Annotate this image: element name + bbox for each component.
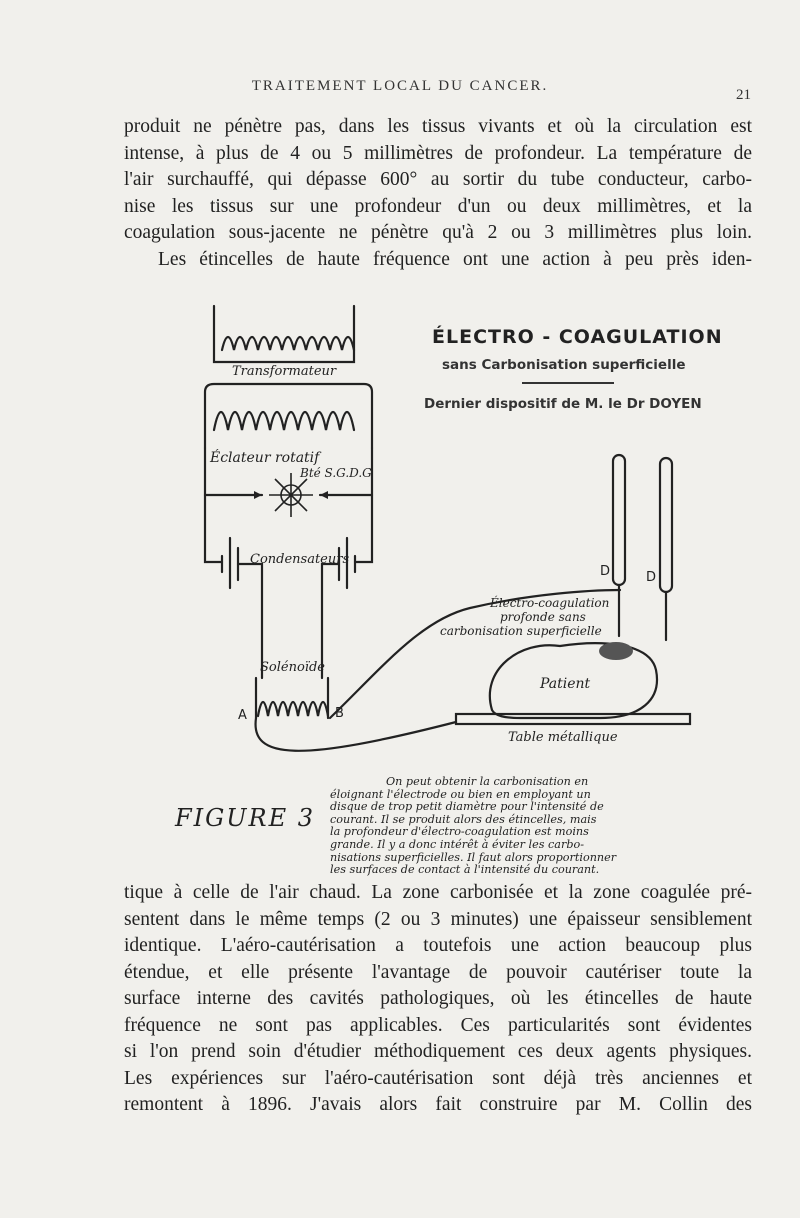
point-d-2: D	[646, 570, 657, 585]
electrode-d-right	[660, 458, 672, 592]
label-eclateur: Éclateur rotatif	[210, 450, 320, 466]
page-number: 21	[736, 87, 751, 103]
note-line: grande. Il y a donc intérêt à éviter les carbo-	[330, 837, 585, 851]
solenoid-winding	[258, 702, 328, 716]
point-b: B	[335, 706, 344, 721]
label-table: Table métallique	[508, 730, 618, 745]
figure-number: FIGURE 3	[175, 804, 316, 832]
point-d-1: D	[600, 564, 611, 579]
text-line: étendue, et elle présente l'avantage de pouvoir cautériser toute la	[124, 961, 752, 983]
text-line: coagulation sous-jacente ne pénètre qu'à 2 ou 3 millimètres plus loin.	[124, 222, 752, 243]
note-line: les surfaces de contact à l'intensité du courant.	[330, 863, 600, 877]
note-line: nisations superficielles. Il faut alors proportionner	[330, 850, 617, 864]
text-line: si l'on prend soin d'étudier méthodiquement ces deux agents physiques.	[124, 1041, 752, 1062]
secondary-winding	[214, 412, 354, 430]
paragraph-top	[124, 114, 752, 273]
label-brevet: Bté S.G.D.G	[300, 466, 372, 480]
label-patient: Patient	[540, 676, 591, 692]
note-line: éloignant l'électrode ou bien en employant un	[330, 787, 591, 801]
electrode-d-left	[613, 455, 625, 585]
electrode-disc	[599, 642, 633, 660]
label-electrode-2: profonde sans	[500, 610, 586, 624]
paragraph-bottom	[124, 880, 752, 1119]
text-line: Les expériences sur l'aéro-cautérisation sont déjà très anciennes et	[124, 1067, 752, 1089]
figure-handwritten-note	[330, 776, 786, 877]
note-line: la profondeur d'électro-coagulation est moins	[330, 825, 589, 839]
label-condensateurs: Condensateurs	[250, 552, 350, 567]
primary-winding	[222, 337, 354, 350]
text-line: tique à celle de l'air chaud. La zone carbonisée et la zone coagulée pré-	[124, 882, 752, 903]
transformer-primary	[214, 306, 354, 362]
text-line: intense, à plus de 4 ou 5 millimètres de profondeur. La température de	[124, 142, 752, 164]
text-line: sentent dans le même temps (2 ou 3 minutes) une épaisseur sensiblement	[124, 908, 752, 930]
text-line: identique. L'aéro-cautérisation a toutefois une action beaucoup plus	[124, 935, 752, 956]
label-electrode-1: Électro-coagulation	[490, 596, 610, 610]
figure-subtitle: sans Carbonisation superficielle	[442, 357, 686, 373]
text-line: Les étincelles de haute fréquence ont une action à peu près iden-	[158, 248, 752, 270]
text-line: surface interne des cavités pathologiques, où les étincelles de haute	[124, 988, 752, 1009]
label-transformateur: Transformateur	[232, 364, 337, 379]
condenser-left	[222, 538, 238, 588]
text-line: l'air surchauffé, qui dépasse 600° au sortir du tube conducteur, carbo-	[124, 169, 752, 190]
figure-electro-coagulation	[0, 290, 800, 880]
text-line: fréquence ne sont pas applicables. Ces particularités sont évidentes	[124, 1014, 752, 1036]
text-line: produit ne pénètre pas, dans les tissus vivants et où la circulation est	[124, 116, 752, 137]
note-line: On peut obtenir la carbonisation en	[386, 775, 589, 788]
figure-rule	[522, 382, 614, 384]
point-a: A	[238, 708, 247, 723]
wire-to-table	[256, 718, 456, 751]
text-line: nise les tissus sur une profondeur d'un ou deux millimètres, et la	[124, 195, 752, 217]
figure-title: ÉLECTRO - COAGULATION	[432, 326, 723, 348]
text-line: remontent à 1896. J'avais alors fait construire par M. Collin des	[124, 1094, 752, 1115]
label-electrode-3: carbonisation superficielle	[440, 624, 602, 638]
note-line: courant. Il se produit alors des étincelles, mais	[330, 812, 597, 826]
running-head: TRAITEMENT LOCAL DU CANCER.	[251, 78, 549, 94]
note-line: disque de trop petit diamètre pour l'intensité de	[330, 800, 604, 814]
label-solenoide: Solénoïde	[260, 660, 325, 675]
figure-device: Dernier dispositif de M. le Dr DOYEN	[424, 396, 702, 412]
